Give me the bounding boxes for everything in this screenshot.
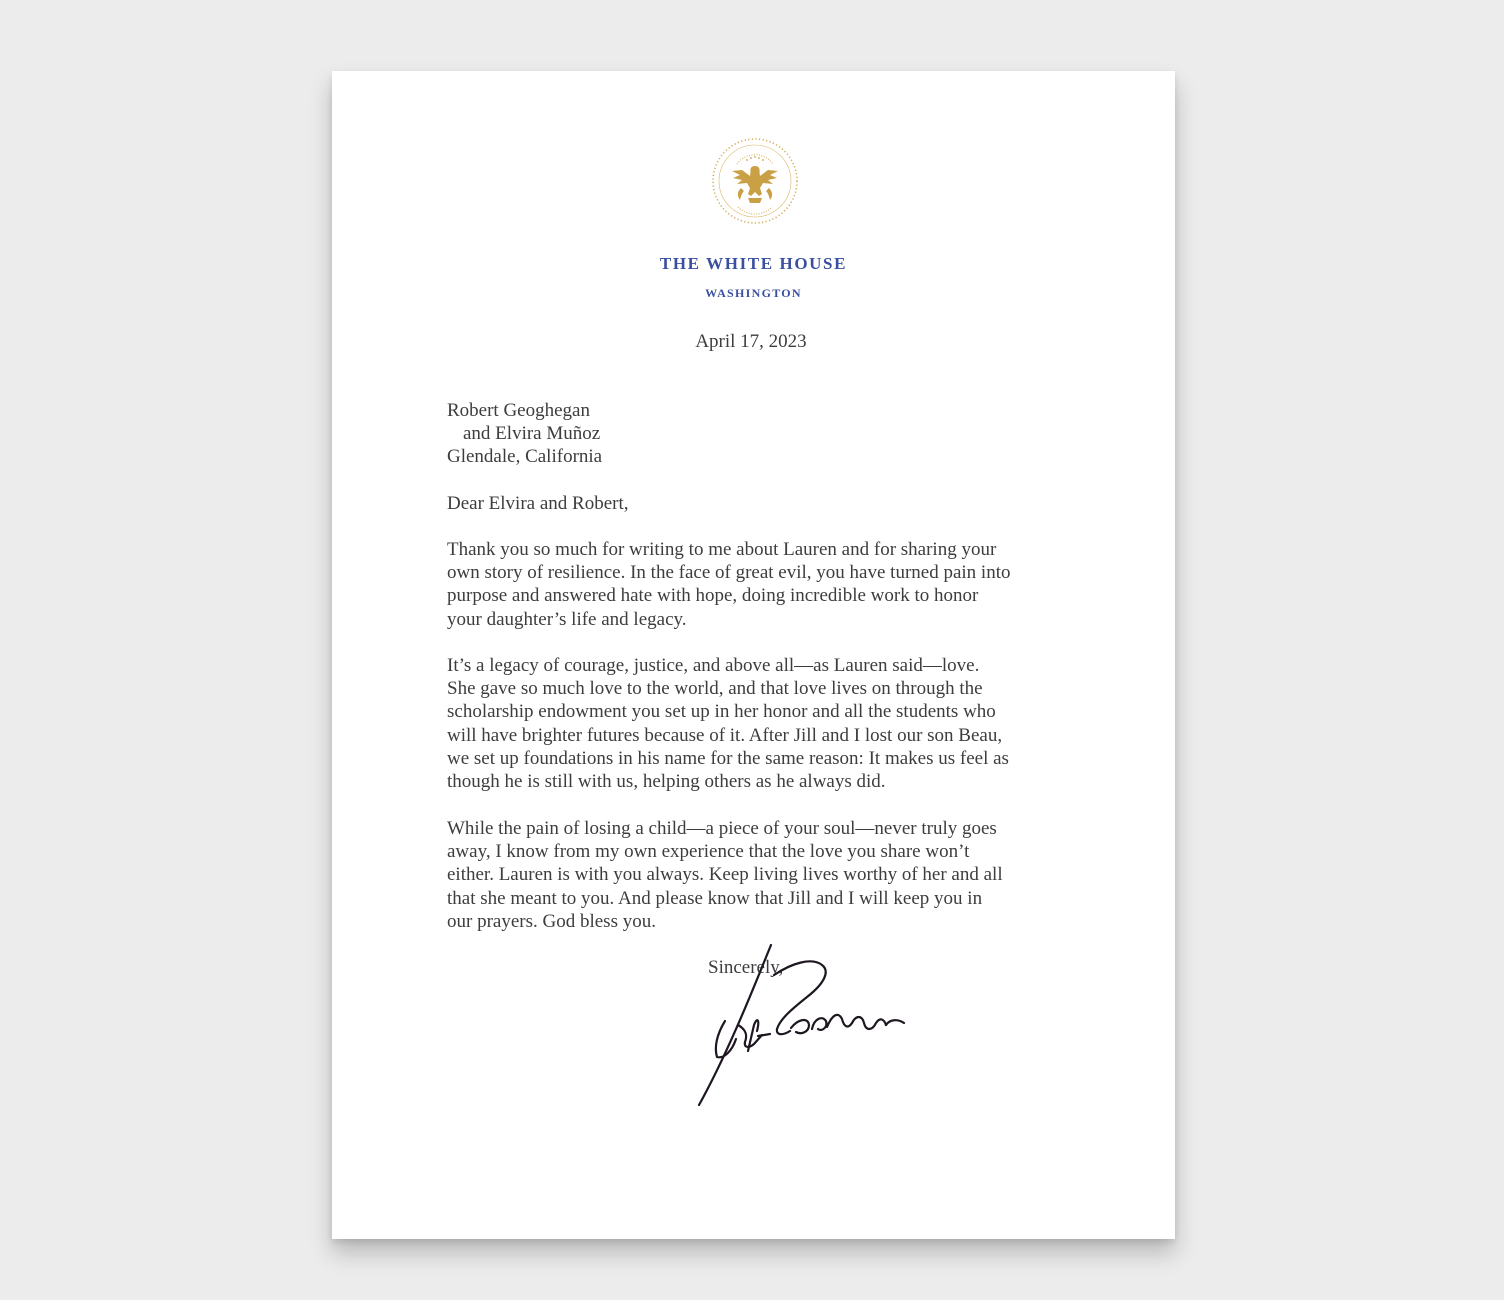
text-line: away, I know from my own experience that the love you share won’t xyxy=(447,841,970,863)
text-line: we set up foundations in his name for the same reason: It makes us feel as xyxy=(447,747,1009,769)
body-paragraph-2 xyxy=(447,654,1067,793)
recipient-address xyxy=(447,399,602,469)
recipient-name-line: Robert Geoghegan xyxy=(447,400,590,421)
text-line: scholarship endowment you set up in her honor and all the students who xyxy=(447,701,996,723)
salutation: Dear Elvira and Robert, xyxy=(447,493,629,514)
text-line: either. Lauren is with you always. Keep living lives worthy of her and all xyxy=(447,864,1003,886)
closing: Sincerely, xyxy=(708,957,784,978)
body-paragraph-1 xyxy=(447,538,1067,631)
text-line: our prayers. God bless you. xyxy=(447,910,656,932)
letterhead-city: WASHINGTON xyxy=(705,286,802,300)
text-line: will have brighter futures because of it. After Jill and I lost our son Beau, xyxy=(447,724,1003,746)
text-line: purpose and answered hate with hope, doing incredible work to honor xyxy=(447,585,979,607)
letterhead-title: THE WHITE HOUSE xyxy=(659,254,848,273)
text-line: own story of resilience. In the face of great evil, you have turned pain into xyxy=(447,562,1011,584)
recipient-name-line-2: and Elvira Muñoz xyxy=(463,423,601,445)
text-line: While the pain of losing a child—a piece of your soul—never truly goes xyxy=(447,818,997,839)
presidential-seal-icon xyxy=(710,136,800,226)
handwritten-signature xyxy=(662,939,922,1114)
letter-page xyxy=(332,71,1175,1239)
body-paragraph-3 xyxy=(447,817,1067,933)
text-line: though he is still with us, helping others as he always did. xyxy=(447,771,886,793)
text-line: that she meant to you. And please know that Jill and I will keep you in xyxy=(447,887,983,909)
text-line: Thank you so much for writing to me about Lauren and for sharing your xyxy=(447,539,997,560)
text-line: It’s a legacy of courage, justice, and above all—as Lauren said—love. xyxy=(447,655,980,676)
letter-date: April 17, 2023 xyxy=(695,331,807,352)
text-line: She gave so much love to the world, and that love lives on through the xyxy=(447,678,983,700)
text-line: your daughter’s life and legacy. xyxy=(447,608,687,630)
recipient-location: Glendale, California xyxy=(447,446,603,468)
